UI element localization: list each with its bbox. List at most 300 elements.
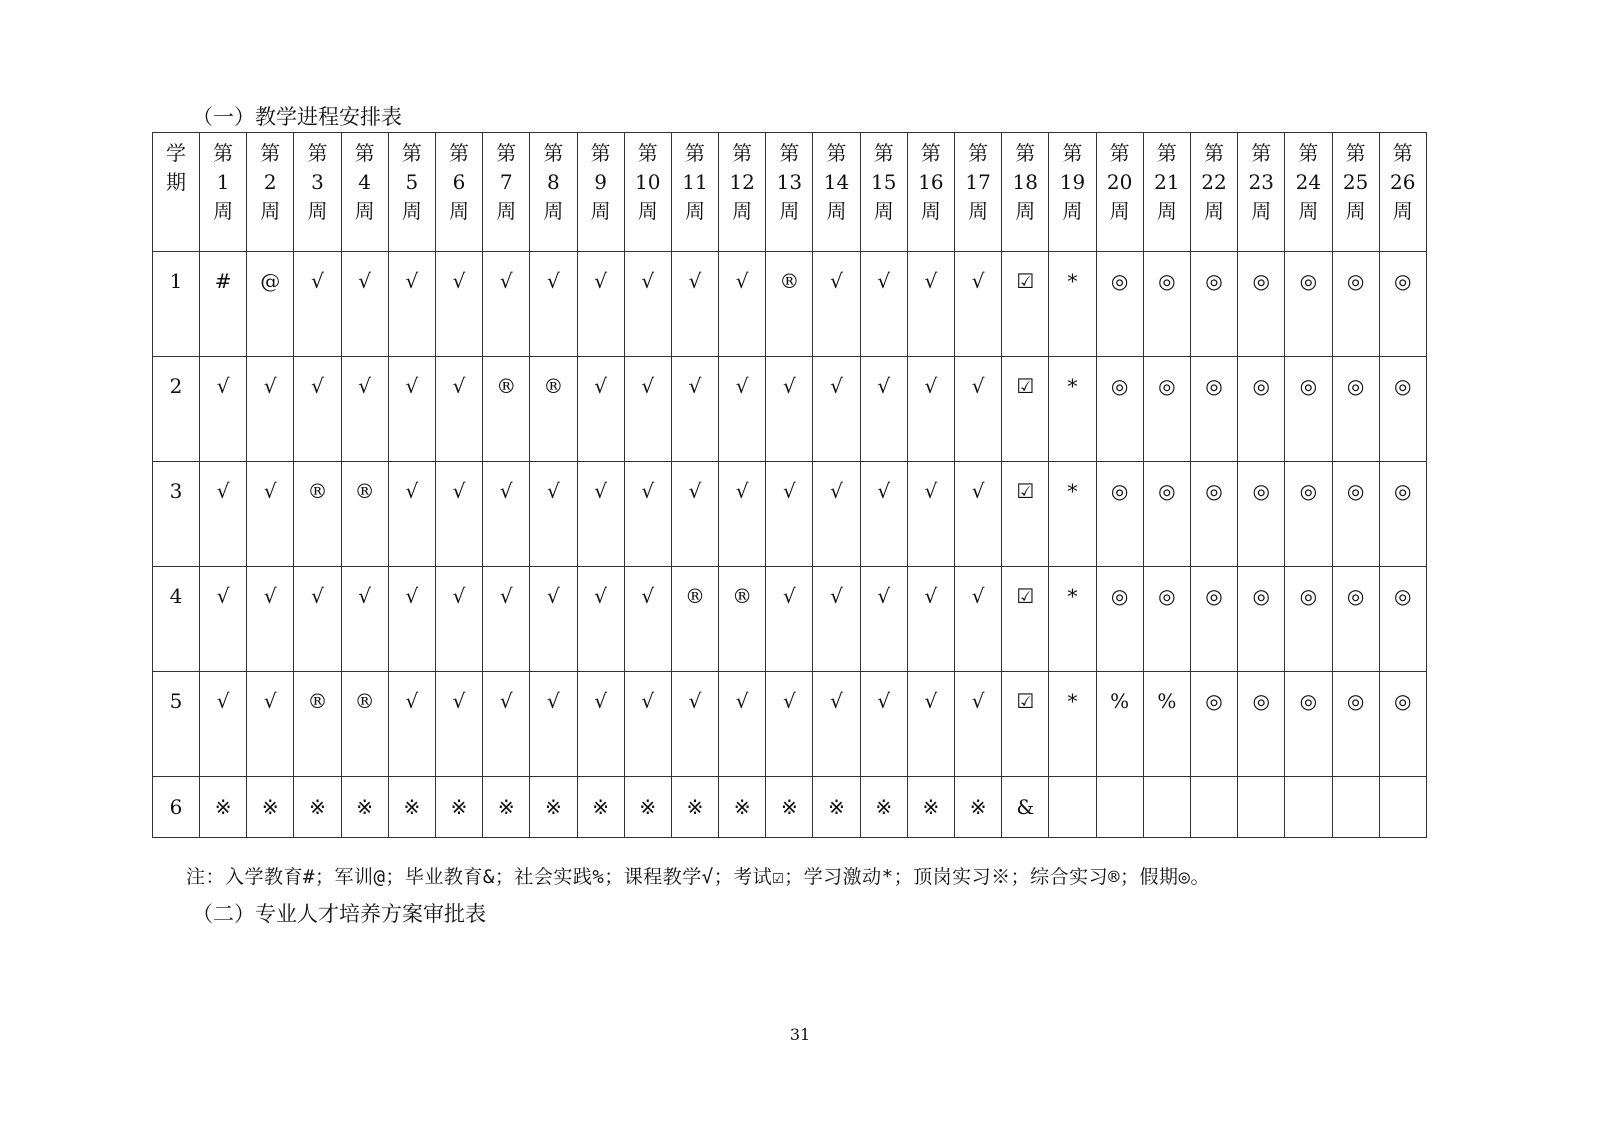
schedule-cell [1190,777,1237,838]
schedule-mark: ◎ [1299,584,1318,608]
week-prefix: 第 [260,141,281,165]
schedule-cell [294,567,341,672]
schedule-cell [1143,567,1190,672]
schedule-cell [1143,462,1190,567]
schedule-mark: √ [216,689,230,713]
week-number: 7 [499,170,513,194]
schedule-mark: √ [452,689,466,713]
schedule-cell [294,672,341,777]
schedule-cell [435,462,482,567]
schedule-mark: √ [263,479,277,503]
schedule-cell [1049,357,1096,462]
schedule-mark: √ [311,269,324,293]
week-prefix: 第 [590,141,611,165]
schedule-mark: ® [732,584,753,608]
schedule-mark: √ [594,479,607,503]
schedule-cell [624,357,671,462]
schedule-cell [719,672,766,777]
schedule-cell [671,357,718,462]
schedule-cell [1379,462,1426,567]
schedule-cell [1143,777,1190,838]
schedule-cell [530,462,577,567]
schedule-mark: √ [452,374,466,398]
schedule-mark [1191,777,1237,794]
schedule-cell [1096,462,1143,567]
week-prefix: 第 [1392,141,1413,165]
week-suffix: 周 [213,199,234,223]
schedule-cell [624,252,671,357]
schedule-cell [1285,777,1332,838]
schedule-mark: √ [641,584,655,608]
schedule-cell [1332,672,1379,777]
schedule-cell [955,672,1002,777]
table-row [153,252,1427,357]
schedule-cell [671,252,718,357]
schedule-cell [388,777,435,838]
schedule-mark: √ [924,584,938,608]
approval-title: （二）专业人才培养方案审批表 [192,902,486,926]
schedule-cell [1049,567,1096,672]
schedule-cell [907,357,954,462]
schedule-cell [577,672,624,777]
week-suffix: 周 [449,199,470,223]
schedule-cell [1238,462,1285,567]
schedule-cell [341,567,388,672]
schedule-cell [907,462,954,567]
week-header-cell [341,133,388,252]
schedule-cell [294,777,341,838]
week-header-cell [1238,133,1285,252]
schedule-mark: ※ [686,795,704,819]
term-header-char: 期 [166,170,186,194]
schedule-cell [483,252,530,357]
schedule-mark: ◎ [1394,269,1412,293]
schedule-mark: ☑ [1016,584,1035,608]
schedule-cell [1379,252,1426,357]
week-number: 10 [635,170,661,194]
week-prefix: 第 [401,141,422,165]
schedule-mark: √ [499,479,513,503]
schedule-cell [1096,567,1143,672]
schedule-cell [483,672,530,777]
schedule-cell [388,672,435,777]
schedule-mark: √ [594,689,607,713]
schedule-mark: % [1110,689,1130,713]
week-prefix: 第 [354,141,375,165]
schedule-mark: √ [452,479,466,503]
schedule-cell [1096,777,1143,838]
week-number: 17 [965,170,991,194]
schedule-mark: √ [641,479,655,503]
week-number: 9 [594,170,607,194]
schedule-mark: √ [641,374,655,398]
schedule-mark [1097,777,1143,794]
schedule-cell [1332,357,1379,462]
schedule-cell [1002,567,1049,672]
schedule-cell [813,672,860,777]
week-header-cell [1379,133,1426,252]
schedule-mark: & [1016,795,1035,819]
schedule-mark: ◎ [1346,479,1365,503]
page-number: 31 [789,1025,811,1044]
schedule-mark: ◎ [1110,584,1129,608]
schedule-cell [1238,252,1285,357]
table-row [153,672,1427,777]
schedule-mark: √ [830,479,843,503]
week-header-cell [907,133,954,252]
schedule-cell [435,357,482,462]
week-number: 11 [682,170,708,194]
schedule-mark: * [1067,584,1078,608]
schedule-cell [907,777,954,838]
schedule-mark: √ [405,584,419,608]
schedule-cell [341,357,388,462]
schedule-cell [766,462,813,567]
schedule-cell [813,252,860,357]
week-prefix: 第 [543,141,564,165]
schedule-mark: √ [877,689,891,713]
schedule-cell [388,357,435,462]
schedule-mark: √ [499,689,513,713]
week-number: 25 [1342,170,1369,194]
schedule-mark: ※ [214,795,232,819]
week-prefix: 第 [496,141,517,165]
schedule-cell [1332,462,1379,567]
week-suffix: 周 [543,199,564,223]
schedule-mark: ® [307,689,328,713]
schedule-mark: ◎ [1158,584,1176,608]
week-suffix: 周 [1015,199,1036,223]
week-prefix: 第 [1109,141,1130,165]
schedule-cell [1379,567,1426,672]
term-cell [153,672,200,777]
week-prefix: 第 [213,141,234,165]
schedule-mark: ◎ [1394,689,1412,713]
schedule-cell [1002,777,1049,838]
schedule-cell [1002,357,1049,462]
week-prefix: 第 [449,141,470,165]
week-suffix: 周 [779,199,800,223]
schedule-mark: ® [684,584,705,608]
header-row [153,133,1427,252]
schedule-cell [955,357,1002,462]
schedule-cell [341,462,388,567]
schedule-mark: ※ [309,795,326,819]
schedule-cell [577,357,624,462]
week-number: 8 [547,170,560,194]
schedule-mark [1285,777,1331,794]
schedule-cell [1285,567,1332,672]
week-header-cell [624,133,671,252]
schedule-cell [577,252,624,357]
week-number: 16 [918,170,944,194]
week-header-cell [294,133,341,252]
week-header-cell [766,133,813,252]
schedule-mark: ® [779,269,800,293]
schedule-cell [483,357,530,462]
schedule-mark: ◎ [1252,584,1270,608]
schedule-cell [341,252,388,357]
schedule-mark: √ [216,374,230,398]
week-prefix: 第 [637,141,658,165]
week-suffix: 周 [1251,199,1272,223]
week-suffix: 周 [1062,199,1083,223]
schedule-mark: ※ [450,795,468,819]
schedule-cell [813,462,860,567]
schedule-mark: ※ [875,795,893,819]
week-suffix: 周 [1156,199,1177,223]
schedule-mark [1380,777,1426,794]
schedule-cell [530,567,577,672]
schedule-mark: ◎ [1299,479,1318,503]
schedule-cell [200,567,247,672]
schedule-cell [813,777,860,838]
schedule-cell [247,462,294,567]
schedule-mark: ◎ [1252,374,1270,398]
schedule-mark: ® [543,374,564,398]
schedule-cell [1190,462,1237,567]
week-prefix: 第 [968,141,989,165]
schedule-mark: ※ [497,795,515,819]
week-header-cell [955,133,1002,252]
schedule-mark: ◎ [1346,689,1365,713]
schedule-mark: ◎ [1158,269,1176,293]
week-number: 15 [870,170,897,194]
schedule-mark: ※ [639,795,657,819]
week-suffix: 周 [354,199,375,223]
schedule-cell [955,252,1002,357]
week-prefix: 第 [684,141,705,165]
schedule-cell [435,252,482,357]
schedule-mark: √ [688,689,702,713]
schedule-cell [1238,357,1285,462]
schedule-cell [1002,462,1049,567]
schedule-mark: ☑ [1016,689,1035,713]
term-header-cell [153,133,200,252]
schedule-mark: # [214,269,232,293]
schedule-mark: ※ [922,795,940,819]
schedule-cell [1190,567,1237,672]
week-number: 13 [776,170,803,194]
schedule-cell [1379,777,1426,838]
week-suffix: 周 [637,199,658,223]
schedule-mark: √ [830,584,843,608]
schedule-mark: √ [877,269,891,293]
schedule-cell [766,357,813,462]
schedule-cell [483,567,530,672]
schedule-cell [1285,462,1332,567]
week-suffix: 周 [968,199,989,223]
week-header-cell [1285,133,1332,252]
schedule-cell [294,357,341,462]
schedule-cell [624,567,671,672]
week-prefix: 第 [1298,141,1319,165]
term-number: 4 [169,584,183,608]
schedule-cell [1238,567,1285,672]
week-header-cell [1096,133,1143,252]
schedule-mark: ※ [356,795,374,819]
schedule-cell [719,462,766,567]
schedule-cell [1379,672,1426,777]
term-cell [153,252,200,357]
week-prefix: 第 [1204,141,1225,165]
week-prefix: 第 [1156,141,1177,165]
schedule-cell [577,567,624,672]
schedule-cell [1049,462,1096,567]
schedule-cell [294,252,341,357]
schedule-mark: ® [307,479,328,503]
week-prefix: 第 [1251,141,1272,165]
schedule-mark: ☑ [1016,479,1035,503]
schedule-cell [294,462,341,567]
schedule-mark: √ [547,269,560,293]
schedule-mark: ◎ [1299,374,1318,398]
schedule-mark: √ [971,584,985,608]
schedule-cell [624,462,671,567]
schedule-mark: √ [735,374,749,398]
week-number: 12 [729,170,755,194]
week-prefix: 第 [873,141,894,165]
schedule-cell [247,567,294,672]
schedule-cell [1002,672,1049,777]
schedule-mark: ※ [592,795,609,819]
schedule-mark: √ [452,269,466,293]
schedule-cell [813,567,860,672]
schedule-mark: ◎ [1110,479,1129,503]
schedule-cell [907,252,954,357]
schedule-cell [766,252,813,357]
schedule-mark: √ [547,689,560,713]
week-header-cell [577,133,624,252]
schedule-mark: √ [971,269,985,293]
schedule-cell [907,672,954,777]
week-header-cell [1049,133,1096,252]
schedule-mark: * [1067,689,1078,713]
term-number: 5 [169,689,183,713]
schedule-mark: √ [594,269,607,293]
term-number: 6 [169,795,183,819]
week-prefix: 第 [307,141,328,165]
table-row [153,357,1427,462]
schedule-cell [1049,672,1096,777]
week-suffix: 周 [873,199,894,223]
schedule-cell [200,462,247,567]
week-header-cell [1332,133,1379,252]
week-suffix: 周 [1345,199,1366,223]
schedule-mark: √ [499,269,513,293]
schedule-cell [624,777,671,838]
schedule-cell [860,357,907,462]
week-header-cell [1190,133,1237,252]
schedule-cell [1238,672,1285,777]
week-prefix: 第 [920,141,941,165]
week-header-cell [671,133,718,252]
week-header-cell [200,133,247,252]
schedule-cell [1143,252,1190,357]
schedule-mark: √ [594,374,607,398]
schedule-cell [530,357,577,462]
schedule-cell [530,252,577,357]
week-number: 3 [311,170,324,194]
schedule-mark: √ [263,374,277,398]
term-cell [153,777,200,838]
schedule-mark: ※ [733,795,751,819]
schedule-cell [955,462,1002,567]
schedule-cell [1143,357,1190,462]
schedule-mark [1049,777,1095,794]
schedule-cell [1332,777,1379,838]
schedule-cell [435,777,482,838]
schedule-cell [1190,252,1237,357]
schedule-mark: ※ [969,795,987,819]
week-header-cell [483,133,530,252]
schedule-mark: ◎ [1205,479,1223,503]
schedule-mark: ☑ [1016,374,1035,398]
week-header-cell [1002,133,1049,252]
week-suffix: 周 [1204,199,1225,223]
schedule-mark: √ [782,584,796,608]
schedule-cell [1049,252,1096,357]
schedule-cell [1190,672,1237,777]
schedule-mark: ◎ [1205,269,1223,293]
legend-note: 注：入学教育#；军训@；毕业教育&；社会实践%；课程教学√；考试☑；学习激动*；顶岗实习※；综合实习®；假期◎。 [186,866,1210,888]
week-prefix: 第 [1062,141,1083,165]
week-number: 23 [1248,170,1274,194]
schedule-mark: √ [216,584,230,608]
week-number: 21 [1154,170,1180,194]
schedule-mark: √ [830,689,843,713]
week-number: 22 [1201,170,1227,194]
schedule-mark: √ [547,584,560,608]
schedule-mark: √ [594,584,607,608]
week-prefix: 第 [826,141,847,165]
schedule-cell [860,567,907,672]
schedule-cell [1332,252,1379,357]
schedule-cell [860,777,907,838]
schedule-cell [671,672,718,777]
schedule-mark: ◎ [1252,689,1270,713]
schedule-mark: √ [688,374,702,398]
schedule-mark: √ [688,269,702,293]
week-number: 14 [823,170,850,194]
schedule-cell [341,777,388,838]
term-number: 3 [169,479,183,503]
schedule-mark: √ [924,269,938,293]
schedule-cell [1285,672,1332,777]
schedule-cell [719,777,766,838]
schedule-mark: √ [782,689,796,713]
schedule-cell [719,252,766,357]
week-prefix: 第 [1015,141,1036,165]
schedule-mark: ◎ [1205,374,1223,398]
schedule-mark: * [1067,374,1078,398]
week-number: 5 [405,170,419,194]
schedule-cell [530,672,577,777]
schedule-cell [860,672,907,777]
schedule-mark [1333,777,1379,794]
schedule-mark: √ [877,584,891,608]
schedule-cell [200,777,247,838]
schedule-mark: √ [924,689,938,713]
schedule-cell [247,672,294,777]
schedule-mark: ※ [403,795,421,819]
schedule-mark: √ [405,269,419,293]
schedule-mark: √ [877,374,891,398]
schedule-mark: √ [641,689,655,713]
schedule-cell [719,567,766,672]
schedule-mark: ◎ [1299,269,1318,293]
schedule-mark: √ [311,374,324,398]
